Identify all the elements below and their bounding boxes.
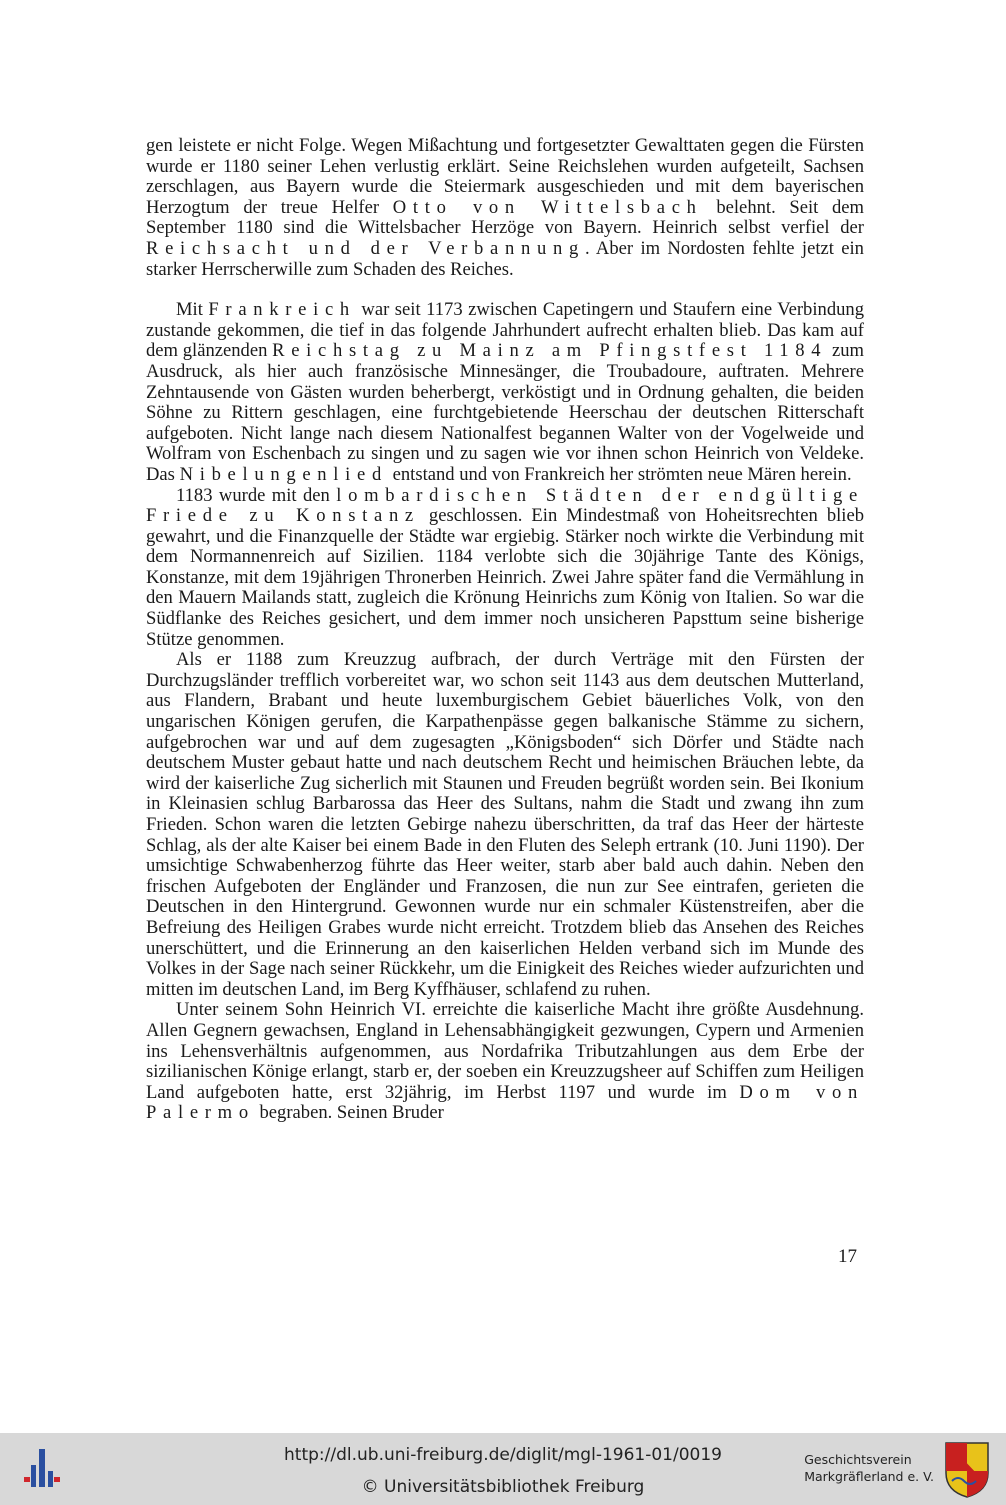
- footer-bar: [0, 1433, 1006, 1505]
- paragraph-p5: [146, 1000, 864, 1124]
- text-segment: . Aber im Nordosten fehlte jetzt ein starker Herrscherwille zum Schaden des Reiches.: [146, 237, 864, 280]
- page-number: 17: [838, 1246, 857, 1267]
- text-segment: Als er 1188 zum Kreuzzug aufbrach, der durch Verträge mit den Fürsten der Durchzugsländer trefflich vorbereitet war, wo schon seit 1143 aus dem deutschen Mutterland, aus Flandern, Brabant und heute luxemburgischem Gebiet bäuerliches Volk, von den ungarischen Königen gerufen, die Karpathenpässe gegen balkanische Stämme zu sichern, aufgebrochen war und auf dem zugesagten „Königsboden“ sich Dörfer und Städte nach deutschem Muster gebaut hatte und nach deutschem Recht und heimischen Bräuchen lebte, da wird der kaiserliche Zug sicherlich mit Staunen und Freuden begrüßt worden sein. Bei Ikonium in Kleinasien schlug Barbarossa das Heer des Sultans, nahm die Stadt und zwang ihn zum Frieden. Schon waren die letzten Gebirge nahezu überschritten, da traf das Heer der härteste Schlag, als der alte Kaiser bei einem Bade in den Fluten des Seleph ertrank (10. Juni 1190). Der umsichtige Schwabenherzog führte das Heer weiter, starb aber bald auch dahin. Neben den frischen Aufgeboten der Engländer und Franzosen, die nun zur See eintrafen, gerieten die Deutschen in den Hintergrund. Gewonnen wurde nur ein schmaler Küstenstreifen, aber die Befreiung des Heiligen Grabes wurde nicht erreicht. Trotzdem blieb das Ansehen des Reiches unerschüttert, und die Erinnerung an den kaiserlichen Helden verband sich im Munde des Volkes in der Sage nach seiner Rückkehr, um die Einigkeit des Reiches wieder aufzurichten und mitten im deutschen Land, im Berg Kyffhäuser, schlafend zu ruhen.: [146, 649, 864, 1000]
- copyright-notice: © Universitätsbibliothek Freiburg: [361, 1477, 645, 1497]
- text-segment: zum Ausdruck, als hier auch französische Minnesänger, die Troubadoure, auftraten. Mehrere Zehntausende von Gästen wurden beherbergt, verköstigt und in Ordnung gehalten, die beiden Söhne zu Rittern geschlagen, eine furchtgebietende Heerschau der deutschen Ritterschaft aufgeboten. Nicht lange nach diesem Nationalfest begannen Walter von der Vogelweide und Wolfram von Eschenbach zu singen und zu sagen wie vor ihnen schon Heinrich von Veldeke. Das: [146, 340, 864, 485]
- text-segment: war seit 1173 zwischen Capetingern und Staufern eine Verbindung zustande gekommen, die tief in das folgende Jahrhundert aufrecht erhalten blieb. Das kam auf dem glänzenden: [146, 299, 865, 362]
- spaced-emphasis: Nibelungenlied: [179, 463, 388, 485]
- text-segment: Unter seinem Sohn Heinrich VI. erreichte die kaiserliche Macht ihre größte Ausdehnung. Allen Gegnern gewachsen, England in Lehensabhängigkeit gezwungen, Cypern und Armenien ins Lehensverhältnis aufgenommen, aus Nordafrika Tributzahlungen aus dem Erbe der sizilianischen Könige erlangt, starb er, der soeben ein Kreuzzugsheer auf Schiffen zum Heiligen Land aufgeboten hatte, erst 32jährig, im Herbst 1197 und wurde im: [146, 999, 864, 1103]
- spaced-emphasis: Dom von Palermo: [146, 1081, 864, 1124]
- spaced-emphasis: Reichstag zu Mainz am Pfingstfest 1184: [272, 340, 828, 362]
- paragraph-p4: [146, 650, 864, 1000]
- paragraph-p3: [146, 486, 864, 651]
- organization-name: [804, 1451, 934, 1485]
- body-text: [146, 136, 864, 1124]
- document-url[interactable]: http://dl.ub.uni-freiburg.de/diglit/mgl-1961-01/0019: [284, 1445, 722, 1465]
- organization-line-1: Geschichtsverein: [804, 1452, 912, 1467]
- coat-of-arms-icon: [944, 1441, 990, 1499]
- paragraph-p2: [146, 300, 864, 485]
- spaced-emphasis: Otto von Wittelsbach: [392, 196, 703, 218]
- text-segment: Mit: [176, 299, 209, 321]
- text-segment: 1183 wurde mit den: [176, 484, 337, 506]
- spaced-emphasis: Reichsacht und der Verbannung: [146, 237, 585, 259]
- text-segment: geschlossen. Ein Mindestmaß von Hoheitsrechten blieb gewahrt, und die Finanzquelle der Städte war ergiebig. Stärker noch wirkte die Verbindung mit dem Normannenreich auf Sizilien. 1184 verlobte sich die 30jährige Tante des Königs, Konstanze, mit dem 19jährigen Thronerben Heinrich. Zwei Jahre später fand die Vermählung in den Mauern Mailands statt, zugleich die Krönung Heinrichs zum König von Italien. So war die Südflanke des Reiches gesichert, und dem immer noch unsicheren Papsttum seine bisherige Stütze genommen.: [146, 505, 864, 650]
- text-segment: belehnt. Seit dem September 1180 sind die Wittelsbacher Herzöge von Bayern. Heinrich selbst verfiel der: [146, 196, 865, 239]
- paragraph-p1: [146, 136, 864, 280]
- text-segment: entstand und von Frankreich her strömten neue Mären herein.: [387, 463, 852, 485]
- spaced-emphasis: lombardischen Städten der endgültige Friede zu Konstanz: [146, 484, 865, 527]
- text-segment: begraben. Seinen Bruder: [254, 1102, 444, 1124]
- text-segment: gen leistete er nicht Folge. Wegen Mißachtung und fortgesetzter Gewalttaten gegen die Fürsten wurde er 1180 seiner Lehen verlustig erklärt. Seine Reichslehen wurden aufgeteilt, Sachsen zerschlagen, aus Bayern wurde die Steiermark ausgeschieden und mit dem bayerischen Herzogtum der treue Helfer: [146, 135, 864, 218]
- organization-line-2: Markgräflerland e. V.: [804, 1469, 934, 1484]
- spaced-emphasis: Frankreich: [208, 299, 356, 321]
